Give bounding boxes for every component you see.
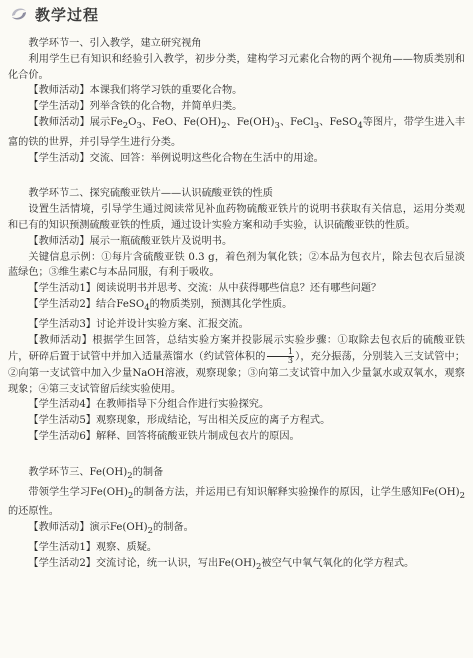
s2-teacher-2-b: ），充分振荡，分别装入三支试管中；②向第一支试管中加入少量NaOH溶液，观察现象；③向第二支试管中加入少量氯水或双氧水，观察现象；④第三支试管留后续实验使用。 — [8, 351, 466, 395]
s1-intro: 利用学生已有知识和经验引入教学，初步分类，建构学习元素化合物的两个视角——物质类别和化合价。 — [8, 53, 465, 81]
s2-student-3: 【学生活动3】讨论并设计实验方案、汇报交流。 — [28, 318, 249, 330]
section-title: 教学过程 — [35, 5, 100, 24]
s2-student-4: 【学生活动4】在教师指导下分组合作进行实验探究。 — [28, 399, 270, 411]
s2-teacher-1: 【教师活动】展示一瓶硫酸亚铁片及说明书。 — [28, 235, 233, 247]
s1-teacher-2-a: 【教师活动】展示 — [28, 116, 111, 128]
s2-student-2-a: 【学生活动2】结合FeSO — [28, 298, 145, 310]
s2-student-1: 【学生活动1】阅读说明书并思考、交流：从中获得哪些信息？还有哪些问题？ — [28, 283, 382, 295]
header — [9, 3, 99, 25]
s2-teacher-2-a: 【教师活动】根据学生回答，总结实验方案并投影展示实验步骤：①取除去包衣后的硫酸亚铁片，研碎后置于试管中并加入适量蒸馏水（约试管体积的 — [8, 334, 465, 363]
s3-student-2-b: 被空气中氧气氧化的化学方程式。 — [261, 557, 415, 569]
s3-intro-c: 的还原性。 — [8, 506, 59, 518]
s2-heading: 教学环节二、探究硫酸亚铁片——认识硫酸亚铁的性质 — [28, 188, 273, 200]
s1-heading: 教学环节一、引入教学，建立研究视角 — [28, 38, 202, 49]
s1-student-2: 【学生活动】交流、回答：举例说明这些化合物在生活中的用途。 — [28, 152, 324, 164]
s3-student-2: 【学生活动2】交流讨论，统一认识，写出$Fe(OH)_2$被空气中氧气氧化的化学方程式。 — [28, 557, 415, 572]
s3-teacher-1-b: 的制备。 — [153, 522, 194, 534]
s2-student-2: 【学生活动2】结合FeSO$_4$的物质类别，预测其化学性质。 — [28, 298, 293, 314]
fraction-numerator: 1 — [267, 348, 294, 357]
s3-teacher-1-a: 【教师活动】演示Fe(OH) — [28, 522, 148, 534]
s2-teacher-2 — [8, 333, 465, 398]
s3-student-1: 【学生活动1】观察、质疑。 — [28, 541, 158, 553]
s1-teacher-1: 【教师活动】本课我们将学习铁的重要化合物。 — [28, 85, 243, 97]
s3-heading-a: 教学环节三、Fe(OH) — [28, 466, 128, 478]
one-third-fraction — [267, 348, 294, 365]
s3-heading-b: 的制备 — [132, 466, 164, 478]
s3-intro-a: 带领学生学习Fe(OH) — [28, 486, 128, 498]
s2-student-2-b: 的物质类别，预测其化学性质。 — [149, 298, 293, 310]
s2-student-6: 【学生活动6】解释、回答将硫酸亚铁片制成包衣片的原因。 — [28, 430, 300, 442]
lesson-content — [8, 36, 465, 576]
s2-intro: 设置生活情境，引导学生通过阅读常见补血药物硫酸亚铁片的说明书获取有关信息，运用分类观和已有的知识预测硫酸亚铁的性质，通过设计实验方案和动手实验，认识硫酸亚铁的性质。 — [8, 204, 465, 231]
s2-key-info: 关键信息示例：①每片含硫酸亚铁 0.3 g，着色剂为氧化铁；②本品为包衣片，除去包衣后显淡蓝绿色；③维生素C与本品同服，有利于吸收。 — [8, 251, 465, 279]
s2-student-5: 【学生活动5】观察现象，形成结论，写出相关反应的离子方程式。 — [28, 415, 331, 427]
s3-student-2-a: 【学生活动2】交流讨论，统一认识，写出Fe(OH) — [28, 557, 256, 569]
s3-intro-b: 的制备方法，并运用已有知识解释实验操作的原因，让学生感知Fe(OH) — [133, 486, 460, 498]
s3-heading: 教学环节三、$Fe(OH)_2$的制备 — [28, 466, 164, 481]
s1-student-1: 【学生活动】列举含铁的化合物，并简单归类。 — [28, 101, 243, 113]
fraction-denominator: 3 — [287, 356, 293, 366]
s3-teacher-1: 【教师活动】演示$Fe(OH)_2$的制备。 — [28, 522, 194, 537]
s1-teacher-2-b: 等图片，带学生进入丰富的铁的世界，并引导学生进行分类。 — [8, 116, 466, 148]
s3-intro: 带领学生学习$Fe(OH)_2$的制备方法，并运用已有知识解释实验操作的原因，让学生感知$Fe(OH)_2$的还原性。 — [8, 486, 465, 518]
swirl-logo-icon — [9, 4, 29, 24]
s1-teacher-2: 【教师活动】展示$Fe_2O_3$、FeO、$Fe(OH)_2$、$Fe(OH)_3$、FeCl$_3$、FeSO$_4$等图片，带学生进入丰富的铁的世界，并引导学生进行分类。 — [8, 116, 466, 148]
